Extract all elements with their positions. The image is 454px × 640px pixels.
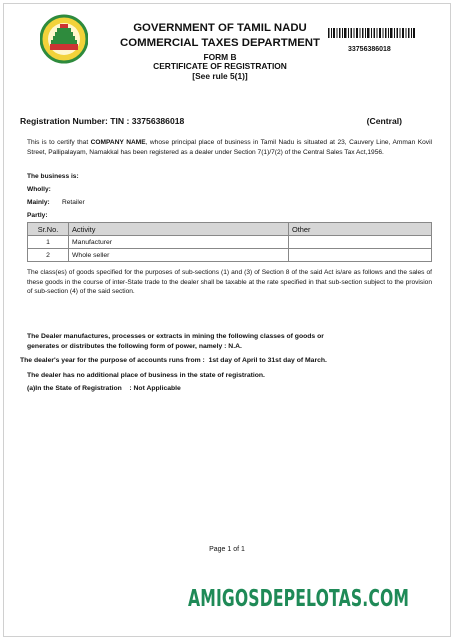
table-header-row xyxy=(28,223,432,236)
state-value: : Not Applicable xyxy=(129,385,181,392)
company-name: COMPANY NAME xyxy=(90,139,146,146)
certification-paragraph xyxy=(27,138,432,157)
accounting-year-label: The dealer's year for the purpose of accounts runs from : xyxy=(20,357,205,364)
page-number: Page 1 of 1 xyxy=(209,546,245,553)
manufactures-line-2: generates or distributes the following form of power, namely : N.A. xyxy=(27,343,242,350)
table-row xyxy=(28,249,432,262)
mainly-value: Retailer xyxy=(62,199,85,206)
row-other xyxy=(289,236,432,249)
activity-table xyxy=(27,222,432,262)
row-sr-no: 1 xyxy=(28,236,69,249)
row-other xyxy=(289,249,432,262)
partly-label: Partly: xyxy=(27,212,48,219)
header-government: GOVERNMENT OF TAMIL NADU xyxy=(133,22,307,34)
intro-suffix: , whose principal place of business in Tamil Nadu is situated at 23, Cauvery Line, Amman Kovil Street, Pallipalayam, Namakkal has been registered as a dealer under Section 7(1)/7(2) of the Central Sales Tax Act,1956. xyxy=(27,139,432,156)
header-rule: [See rule 5(1)] xyxy=(192,71,248,81)
state-of-registration xyxy=(27,384,181,394)
watermark: AMIGOSDEPELOTAS.COM xyxy=(188,586,410,612)
header-department: COMMERCIAL TAXES DEPARTMENT xyxy=(120,37,320,49)
row-sr-no: 2 xyxy=(28,249,69,262)
business-heading: The business is: xyxy=(27,173,79,180)
header-other: Other xyxy=(289,223,432,236)
tamil-nadu-emblem xyxy=(40,14,88,64)
accounting-year-value: 1st day of April to 31st day of March. xyxy=(208,357,327,364)
header-sr-no: Sr.No. xyxy=(28,223,69,236)
intro-prefix: This is to certify that xyxy=(27,139,91,146)
barcode xyxy=(328,28,416,38)
manufactures-line-1: The Dealer manufactures, processes or extracts in mining the following classes of goods or xyxy=(27,333,324,340)
row-activity: Whole seller xyxy=(69,249,289,262)
header-form: FORM B xyxy=(203,52,237,62)
certificate-page xyxy=(3,3,451,637)
state-label: (a)In the State of Registration xyxy=(27,385,122,392)
classes-of-goods-paragraph: The class(es) of goods specified for the purposes of sub-sections (1) and (3) of Section 8 of the said Act is/are as follows and the sales of these goods in the course of inter-State trade to the dealer shall be taxable at the rate specified in that sub-section subject to the provision of sub-section (4) of the said section. xyxy=(27,269,432,296)
registration-type: (Central) xyxy=(366,116,402,126)
registration-line xyxy=(20,116,428,126)
header-activity: Activity xyxy=(69,223,289,236)
wholly-label: Wholly: xyxy=(27,186,51,193)
registration-number: Registration Number: TIN : 33756386018 xyxy=(20,116,185,126)
table-row xyxy=(28,236,432,249)
header-certificate-title: CERTIFICATE OF REGISTRATION xyxy=(153,61,287,71)
mainly-label: Mainly: xyxy=(27,199,50,206)
barcode-number: 33756386018 xyxy=(348,46,391,53)
row-activity: Manufacturer xyxy=(69,236,289,249)
additional-place-note: The dealer has no additional place of business in the state of registration. xyxy=(27,372,265,379)
accounting-year xyxy=(20,356,327,366)
